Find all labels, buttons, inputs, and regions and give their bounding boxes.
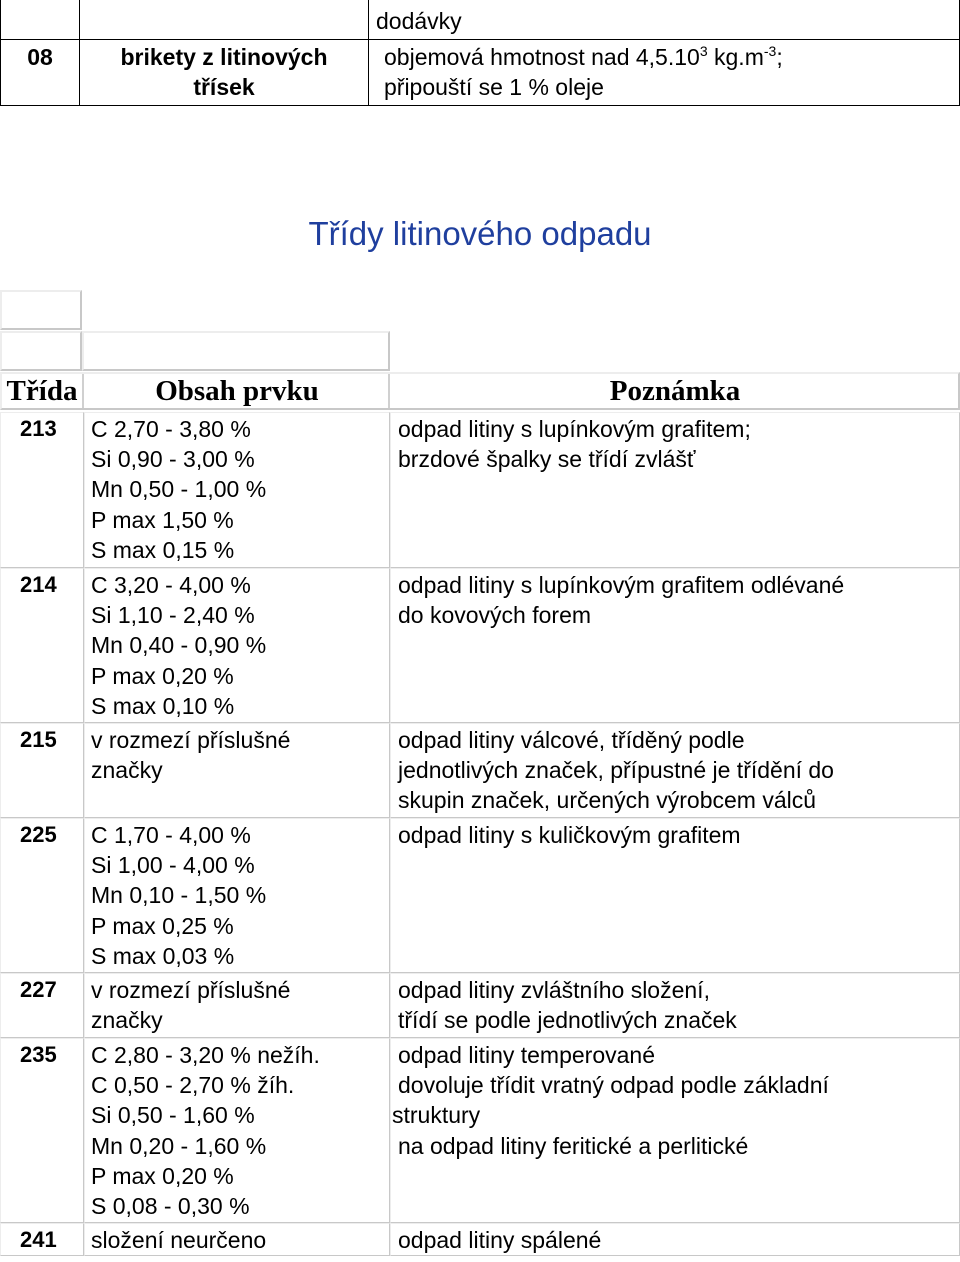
section-title: Třídy litinového odpadu — [308, 215, 652, 252]
note-line: skupin značek, určených výrobcem válců — [398, 787, 817, 814]
note-line: odpad litiny temperované — [398, 1042, 655, 1068]
content-line: C 2,80 - 3,20 % nežíh. — [91, 1042, 320, 1068]
content-line: Si 0,90 - 3,00 % — [91, 446, 255, 473]
content-line: P max 0,20 % — [91, 1162, 234, 1189]
class-code: 227 — [20, 977, 57, 1002]
note-part-pre: objemová hmotnost nad 4,5.10 — [384, 44, 700, 70]
content-line: složení neurčeno — [91, 1227, 267, 1253]
prev-row-tail: dodávky — [376, 8, 462, 34]
row-name-line1: brikety z litinových — [120, 44, 328, 70]
class-code: 235 — [20, 1042, 57, 1067]
content-line: S max 0,03 % — [91, 942, 235, 969]
note-line: odpad litiny s lupínkovým grafitem; — [398, 416, 751, 442]
content-line: P max 1,50 % — [91, 506, 234, 533]
class-row — [0, 723, 960, 818]
content-line: C 2,70 - 3,80 % — [91, 416, 251, 442]
class-row — [0, 818, 960, 973]
class-code: 241 — [20, 1227, 57, 1252]
note-line: dovoluje třídit vratný odpad podle základní — [398, 1072, 829, 1099]
note-line: do kovových forem — [398, 602, 592, 629]
class-row — [0, 412, 960, 568]
note-line: odpad litiny spálené — [398, 1227, 602, 1253]
note-part-mid: kg.m — [707, 44, 764, 70]
content-line: Si 1,10 - 2,40 % — [91, 602, 255, 629]
row-note-line2: připouští se 1 % oleje — [384, 74, 604, 100]
content-line: značky — [91, 1007, 163, 1034]
row-name-line2: třísek — [193, 74, 255, 100]
note-sup1: 3 — [699, 43, 708, 59]
class-code: 213 — [20, 416, 57, 441]
content-line: v rozmezí příslušné — [91, 727, 291, 753]
class-row — [0, 1038, 960, 1223]
content-line: S max 0,15 % — [91, 536, 235, 563]
content-line: Mn 0,40 - 0,90 % — [91, 632, 267, 659]
content-line: S 0,08 - 0,30 % — [91, 1193, 250, 1219]
note-line: odpad litiny válcové, tříděný podle — [398, 727, 745, 753]
content-line: S max 0,10 % — [91, 692, 235, 719]
note-line: struktury — [392, 1102, 481, 1129]
note-line: na odpad litiny feritické a perlitické — [398, 1132, 749, 1159]
class-code: 215 — [20, 727, 57, 752]
header-note: Poznámka — [609, 375, 741, 407]
note-line: jednotlivých značek, přípustné je třídění do — [398, 757, 834, 784]
row-code: 08 — [27, 44, 53, 70]
content-line: v rozmezí příslušné — [91, 977, 291, 1003]
class-code: 214 — [20, 572, 57, 597]
content-line: Si 0,50 - 1,60 % — [91, 1102, 255, 1129]
class-row — [0, 973, 960, 1038]
content-line: P max 0,20 % — [91, 662, 234, 689]
content-line: P max 0,25 % — [91, 912, 234, 939]
note-line: odpad litiny s kuličkovým grafitem — [398, 822, 741, 848]
content-line: C 3,20 - 4,00 % — [91, 572, 251, 598]
content-line: Mn 0,50 - 1,00 % — [91, 476, 267, 503]
header-class: Třída — [6, 375, 78, 407]
content-line: značky — [91, 757, 163, 784]
content-line: Si 1,00 - 4,00 % — [91, 852, 255, 879]
header-content: Obsah prvku — [155, 375, 319, 407]
note-line: odpad litiny s lupínkovým grafitem odlévané — [398, 572, 845, 598]
class-row — [0, 568, 960, 723]
content-line: Mn 0,10 - 1,50 % — [91, 882, 267, 909]
content-line: Mn 0,20 - 1,60 % — [91, 1132, 267, 1159]
note-part-post: ; — [776, 44, 783, 70]
class-code: 225 — [20, 822, 57, 847]
note-line: třídí se podle jednotlivých značek — [398, 1007, 737, 1034]
content-line: C 1,70 - 4,00 % — [91, 822, 251, 848]
content-line: C 0,50 - 2,70 % žíh. — [91, 1072, 295, 1099]
note-line: odpad litiny zvláštního složení, — [398, 977, 710, 1003]
note-sup2: -3 — [763, 43, 777, 59]
note-line: brzdové špalky se třídí zvlášť — [398, 446, 696, 473]
class-row — [0, 1223, 960, 1256]
